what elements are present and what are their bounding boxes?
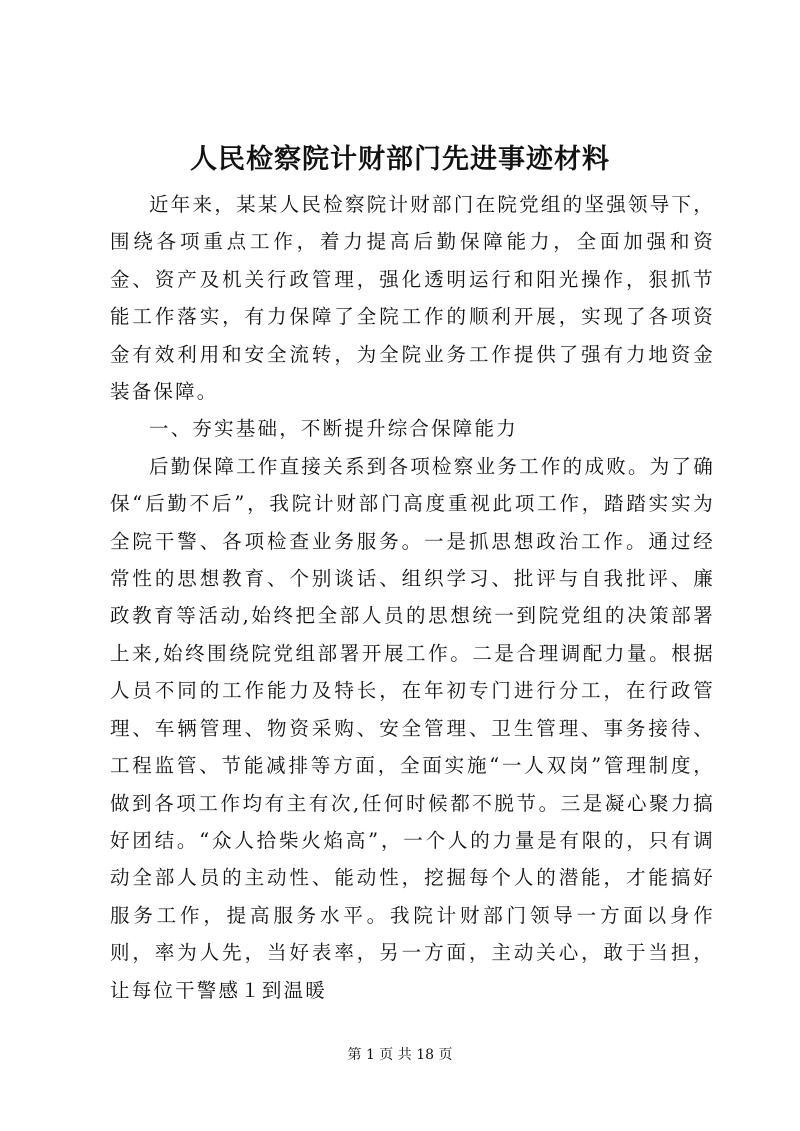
document-body bbox=[110, 186, 715, 1009]
section-heading-1: 一、夯实基础，不断提升综合保障能力 bbox=[149, 417, 518, 441]
paragraph-intro: 近年来，某某人民检察院计财部门在院党组的坚强领导下，围绕各项重点工作，着力提高后勤保障能力，全面加强和资金、资产及机关行政管理，强化透明运行和阳光操作，狠抓节能工作落实，有力保障了全院工作的顺利开展，实现了各项资金有效利用和安全流转，为全院业务工作提供了强有力地资金装备保障。 bbox=[110, 193, 715, 404]
paragraph-section-1: 后勤保障工作直接关系到各项检察业务工作的成败。为了确保“后勤不后”，我院计财部门高度重视此项工作，踏踏实实为全院干警、各项检查业务服务。一是抓思想政治工作。通过经常性的思想教育、个别谈话、组织学习、批评与自我批评、廉政教育等活动,始终把全部人员的思想统一到院党组的决策部署上来,始终围绕院党组部署开展工作。二是合理调配力量。根据人员不同的工作能力及特长，在年初专门进行分工，在行政管理、车辆管理、物资采购、安全管理、卫生管理、事务接待、工程监管、节能减排等方面，全面实施“一人双岗”管理制度，做到各项工作均有主有次,任何时候都不脱节。三是凝心聚力搞好团结。“众人拾柴火焰高”，一个人的力量是有限的，只有调动全部人员的主动性、能动性，挖掘每个人的潜能，才能搞好服务工作，提高服务水平。我院计财部门领导一方面以身作则，率为人先，当好表率，另一方面，主动关心，敢于当担，让每位干警感１到温暖 bbox=[110, 454, 715, 1002]
document-title: 人民检察院计财部门先进事迹材料 bbox=[190, 144, 610, 175]
page-number-footer: 第 1 页 共 18 页 bbox=[347, 1047, 453, 1063]
